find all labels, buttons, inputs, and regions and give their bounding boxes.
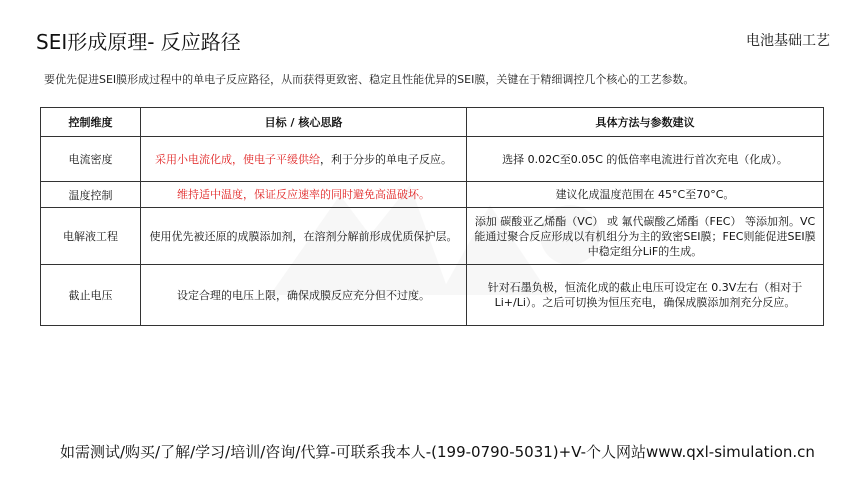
row-dimension: 电解液工程: [41, 208, 141, 265]
table-row: [41, 208, 824, 265]
contact-footer: 如需测试/购买/了解/学习/培训/咨询/代算-可联系我本人-(199-0790-5031)+V-个人网站www.qxl-simulation.cn: [60, 443, 815, 461]
goal-highlight: 采用小电流化成，使电子平缓供给: [155, 152, 320, 166]
row-method: 选择 0.02C至0.05C 的低倍率电流进行首次充电（化成）。: [467, 137, 824, 182]
row-goal: [141, 265, 467, 326]
row-goal: [141, 182, 467, 208]
row-goal: [141, 208, 467, 265]
goal-text: ，利于分步的单电子反应。: [320, 152, 452, 166]
row-goal: [141, 137, 467, 182]
row-method: 针对石墨负极，恒流化成的截止电压可设定在 0.3V左右（相对于Li+/Li）。之后可切换为恒压充电，确保成膜添加剂充分反应。: [467, 265, 824, 326]
goal-highlight: 维持适中温度，保证反应速率的同时避免高温破坏。: [177, 188, 430, 201]
row-method: 添加 碳酸亚乙烯酯（VC） 或 氟代碳酸乙烯酯（FEC） 等添加剂。VC能通过聚合反应形成以有机组分为主的致密SEI膜；FEC则能促进SEI膜中稳定组分LiF的生成。: [467, 208, 824, 265]
section-label: 电池基础工艺: [746, 33, 830, 49]
intro-text: 要优先促进SEI膜形成过程中的单电子反应路径，从而获得更致密、稳定且性能优异的SEI膜，关键在于精细调控几个核心的工艺参数。: [44, 73, 695, 86]
row-dimension: 截止电压: [41, 265, 141, 326]
parameter-table: [40, 107, 824, 326]
table-row: [41, 137, 824, 182]
row-method: 建议化成温度范围在 45°C至70°C。: [467, 182, 824, 208]
column-header-method: 具体方法与参数建议: [467, 108, 824, 137]
row-dimension: 电流密度: [41, 137, 141, 182]
goal-text: 设定合理的电压上限，确保成膜反应充分但不过度。: [177, 288, 430, 302]
goal-text: 使用优先被还原的成膜添加剂，在溶剂分解前形成优质保护层。: [149, 229, 458, 243]
row-dimension: 温度控制: [41, 182, 141, 208]
column-header-goal: 目标 / 核心思路: [141, 108, 467, 137]
page-title: SEI形成原理- 反应路径: [36, 30, 241, 54]
table-header-row: [41, 108, 824, 137]
column-header-dimension: 控制维度: [41, 108, 141, 137]
table-row: [41, 182, 824, 208]
table-row: [41, 265, 824, 326]
